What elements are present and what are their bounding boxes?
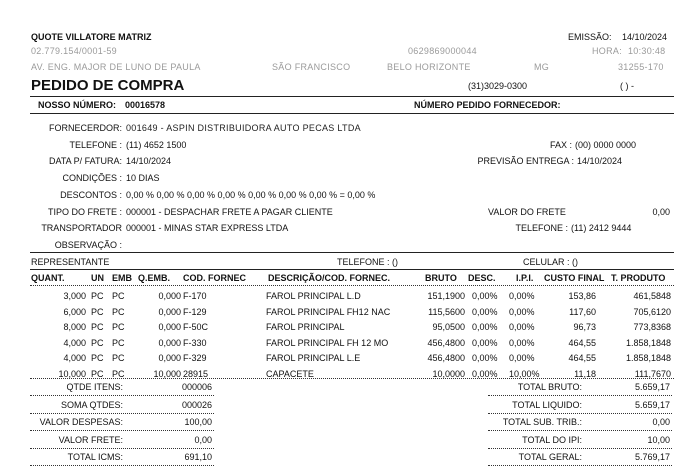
cell-discount: 0,00% — [472, 291, 498, 301]
cell-product-total: 1.858,1848 — [625, 353, 671, 364]
col-header-gross: BRUTO — [425, 273, 457, 283]
cell-discount: 0,00% — [472, 322, 498, 333]
supplier-order-number-label: NÚMERO PEDIDO FORNECEDOR: — [414, 100, 561, 110]
delivery-forecast-label: PREVISÃO ENTREGA : — [477, 156, 574, 166]
cell-ipi: 0,00% — [509, 337, 535, 348]
company-fax: ( ) - — [620, 81, 634, 91]
invoice-date-value: 14/10/2024 — [126, 156, 172, 166]
cell-final-cost: 464,55 — [568, 337, 596, 348]
cell-supplier-code: F-50C — [183, 322, 209, 333]
carrier-value: 000001 - MINAS STAR EXPRESS LTDA — [126, 223, 289, 233]
total-label: TOTAL BRUTO: — [517, 382, 582, 392]
total-label: QTDE ITENS: — [66, 382, 123, 392]
total-label: TOTAL DO IPI: — [522, 434, 582, 445]
dotted-divider — [30, 413, 214, 414]
company-district: SÃO FRANCISCO — [272, 62, 351, 72]
conditions-value: 10 DIAS — [126, 173, 160, 183]
cell-gross: 456,4800 — [427, 337, 465, 348]
total-value: 000026 — [181, 399, 212, 410]
cell-supplier-code: F-329 — [183, 353, 207, 364]
cell-description: FAROL PRINCIPAL — [266, 322, 345, 333]
total-value: 5.659,17 — [634, 382, 670, 392]
cell-supplier-code: F-129 — [183, 306, 207, 317]
total-label: TOTAL ICMS: — [67, 452, 123, 463]
cell-gross: 115,5600 — [428, 306, 465, 317]
cell-unit: PC — [91, 353, 104, 364]
divider — [30, 96, 674, 97]
cell-supplier-code: F-330 — [183, 337, 207, 348]
cell-discount: 0,00% — [472, 337, 498, 348]
carrier-phone-label: TELEFONE : — [515, 223, 568, 233]
dotted-divider — [30, 465, 214, 466]
cell-unit: PC — [91, 369, 104, 379]
cell-description: FAROL PRINCIPAL FH 12 MO — [266, 337, 389, 348]
cell-final-cost: 464,55 — [568, 353, 596, 364]
carrier-label: TRANSPORTADOR — [41, 223, 122, 233]
total-value: 000006 — [181, 382, 212, 392]
total-label: SOMA QTDES: — [60, 399, 123, 410]
total-value: 0,00 — [652, 417, 670, 428]
cell-unit: PC — [91, 322, 104, 333]
cell-ipi: 0,00% — [509, 306, 535, 317]
cell-discount: 0,00% — [472, 369, 498, 379]
cell-description: CAPACETE — [266, 369, 314, 379]
discounts-value: 0,00 % 0,00 % 0,00 % 0,00 % 0,00 % 0,00 % 0,00 % = 0,00 % — [126, 190, 376, 200]
total-value: 10,00 — [647, 434, 670, 445]
supplier-value: 001649 - ASPIN DISTRIBUIDORA AUTO PECAS LTDA — [126, 123, 361, 133]
representative-cell-label: CELULAR : () — [523, 257, 579, 267]
cell-final-cost: 153,86 — [568, 291, 596, 301]
dotted-divider — [488, 430, 672, 431]
divider — [30, 252, 674, 253]
dotted-divider — [488, 395, 672, 396]
supplier-code — [126, 123, 361, 133]
delivery-forecast-value: 14/10/2024 — [577, 156, 623, 166]
representative-phone-label: TELEFONE : () — [337, 257, 399, 267]
dotted-divider — [30, 378, 674, 379]
cell-quant: 8,000 — [63, 322, 86, 333]
col-header-supplier-code: COD. FORNEC — [183, 273, 246, 283]
cell-ipi: 10,00% — [509, 369, 540, 379]
phone-label: TELEFONE : — [69, 140, 122, 150]
cell-ipi: 0,00% — [509, 353, 535, 364]
cell-emb: PC — [112, 291, 125, 301]
cell-discount: 0,00% — [472, 353, 498, 364]
cell-qemb: 10,000 — [153, 369, 181, 379]
cell-quant: 3,000 — [63, 291, 86, 301]
our-number-value: 00016578 — [125, 100, 166, 110]
cell-qemb: 0,000 — [158, 353, 181, 364]
fax-label: FAX : — [549, 140, 572, 150]
cell-unit: PC — [91, 306, 104, 317]
cell-discount: 0,00% — [472, 306, 498, 317]
col-header-quant: QUANT. — [31, 273, 65, 283]
total-value: 691,10 — [184, 452, 212, 463]
cell-gross: 151,1900 — [427, 291, 465, 301]
cell-qemb: 0,000 — [158, 291, 181, 301]
cell-emb: PC — [112, 353, 125, 364]
total-label: TOTAL GERAL: — [518, 452, 582, 463]
freight-type-label: TIPO DO FRETE : — [47, 207, 122, 217]
divider — [30, 113, 674, 114]
cell-supplier-code: 28915 — [183, 369, 209, 379]
divider — [30, 269, 674, 270]
cell-product-total: 705,6120 — [633, 306, 671, 317]
company-ie: 0629869000044 — [408, 46, 477, 56]
company-state: MG — [534, 62, 550, 72]
cell-emb: PC — [112, 322, 125, 333]
company-name: QUOTE VILLATORE MATRIZ — [31, 32, 152, 42]
dotted-divider — [488, 465, 672, 466]
total-value: 0,00 — [194, 434, 212, 445]
document-title: PEDIDO DE COMPRA — [31, 77, 185, 94]
freight-type-value: 000001 - DESPACHAR FRETE A PAGAR CLIENTE — [126, 207, 333, 217]
dotted-divider — [30, 430, 214, 431]
cell-qemb: 0,000 — [158, 306, 181, 317]
cell-emb: PC — [112, 306, 125, 317]
cell-ipi: 0,00% — [509, 322, 535, 333]
company-address: AV. ENG. MAJOR DE LUNO DE PAULA — [31, 62, 201, 72]
carrier-phone-value: (11) 2412 9444 — [571, 223, 632, 233]
cell-quant: 10,000 — [58, 369, 86, 379]
col-header-emb: EMB — [112, 273, 132, 283]
cell-gross: 95,0500 — [432, 322, 465, 333]
total-label: TOTAL LIQUIDO: — [512, 399, 582, 410]
cell-gross: 10,0000 — [432, 369, 465, 379]
conditions-label: CONDIÇÕES : — [62, 173, 122, 183]
cell-unit: PC — [91, 291, 104, 301]
cell-emb: PC — [112, 337, 125, 348]
cell-product-total: 461,5848 — [633, 291, 671, 301]
cell-product-total: 1.858,1848 — [625, 337, 671, 348]
dotted-divider — [30, 285, 674, 286]
emission-date: 14/10/2024 — [622, 32, 668, 42]
cell-final-cost: 117,60 — [569, 306, 596, 317]
dotted-divider — [30, 448, 214, 449]
cell-emb: PC — [112, 369, 125, 379]
cell-gross: 456,4800 — [427, 353, 465, 364]
time-label: HORA: — [592, 46, 623, 56]
our-number-label: NOSSO NÚMERO: — [38, 100, 117, 110]
cell-description: FAROL PRINCIPAL L.E — [266, 353, 361, 364]
cell-supplier-code: F-170 — [183, 291, 207, 301]
col-header-qemb: Q.EMB. — [138, 273, 171, 283]
cell-description: FAROL PRINCIPAL FH12 NAC — [266, 306, 391, 317]
total-label: TOTAL SUB. TRIB.: — [502, 417, 582, 428]
cell-quant: 4,000 — [63, 337, 86, 348]
cell-ipi: 0,00% — [509, 291, 535, 301]
cell-qemb: 0,000 — [158, 337, 181, 348]
cell-description: FAROL PRINCIPAL L.D — [266, 291, 361, 301]
invoice-date-label: DATA P/ FATURA: — [48, 156, 122, 166]
cell-final-cost: 11,18 — [574, 369, 596, 379]
col-header-discount: DESC. — [468, 273, 496, 283]
cell-quant: 4,000 — [63, 353, 86, 364]
dotted-divider — [30, 395, 214, 396]
cell-final-cost: 96,73 — [573, 322, 596, 333]
emission-label: EMISSÃO: — [568, 32, 612, 42]
time-value: 10:30:48 — [628, 46, 666, 56]
cell-product-total: 773,8368 — [633, 322, 671, 333]
dotted-divider — [488, 413, 672, 414]
company-city: BELO HORIZONTE — [387, 62, 471, 72]
discounts-label: DESCONTOS : — [60, 190, 122, 200]
total-value: 5.659,17 — [634, 399, 670, 410]
company-phone: (31)3029-0300 — [468, 81, 528, 91]
col-header-unit: UN — [91, 273, 104, 283]
company-cep: 31255-170 — [618, 62, 664, 72]
col-header-final-cost: CUSTO FINAL — [544, 273, 605, 283]
cell-qemb: 0,000 — [158, 322, 181, 333]
total-value: 100,00 — [184, 417, 212, 428]
total-label: VALOR FRETE: — [58, 434, 123, 445]
total-value: 5.769,17 — [634, 452, 670, 463]
col-header-ipi: I.P.I. — [516, 273, 534, 283]
company-cnpj: 02.779.154/0001-59 — [31, 46, 117, 56]
fax-value: (00) 0000 0000 — [575, 140, 637, 150]
freight-value: 0,00 — [652, 207, 670, 217]
observation-label: OBSERVAÇÃO : — [54, 240, 122, 250]
col-header-description: DESCRIÇÃO/COD. FORNEC. — [268, 273, 391, 283]
cell-unit: PC — [91, 337, 104, 348]
cell-quant: 6,000 — [63, 306, 86, 317]
supplier-label: FORNECERDOR: — [48, 123, 122, 133]
representative-label: REPRESENTANTE — [31, 257, 110, 267]
phone-value: (11) 4652 1500 — [126, 140, 187, 150]
dotted-divider — [488, 448, 672, 449]
cell-product-total: 111,7670 — [634, 369, 671, 379]
total-label: VALOR DESPESAS: — [39, 417, 123, 428]
col-header-product-total: T. PRODUTO — [611, 273, 666, 283]
freight-value-label: VALOR DO FRETE — [488, 207, 566, 217]
